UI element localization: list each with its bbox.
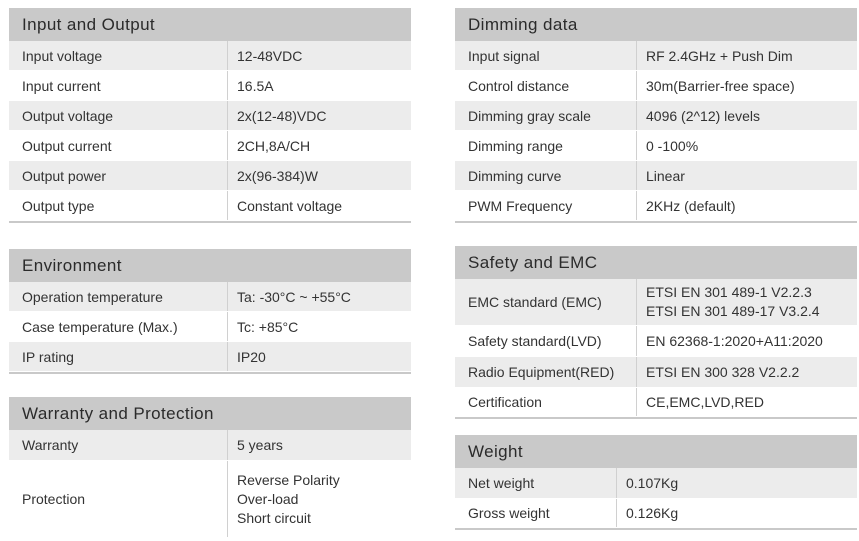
row-value: 2x(12-48)VDC <box>237 107 327 124</box>
row-value: Constant voltage <box>237 197 343 214</box>
protection-item: Reverse Polarity <box>237 471 340 488</box>
row-label: Input signal <box>455 41 637 70</box>
row-value <box>228 461 340 537</box>
row-label: Output type <box>9 191 228 220</box>
row-label: Control distance <box>455 71 637 100</box>
row-label: Case temperature (Max.) <box>9 312 228 341</box>
table-row <box>9 191 411 221</box>
table-row <box>9 282 411 312</box>
row-label: Safety standard(LVD) <box>455 326 637 356</box>
row-label: Warranty <box>9 430 228 460</box>
warranty-protection-section <box>9 397 411 537</box>
row-label: Net weight <box>455 468 617 498</box>
input-output-section <box>9 8 411 223</box>
weight-section <box>455 435 857 530</box>
row-label: PWM Frequency <box>455 191 637 220</box>
row-label: Input voltage <box>9 41 228 70</box>
table-row <box>9 41 411 71</box>
row-label: Output voltage <box>9 101 228 130</box>
row-label: Dimming gray scale <box>455 101 637 130</box>
row-value: Linear <box>646 167 685 184</box>
row-value: Tc: +85°C <box>237 318 299 335</box>
section-title: Safety and EMC <box>455 246 857 279</box>
row-value: 4096 (2^12) levels <box>646 107 760 124</box>
row-value: 2x(96-384)W <box>237 167 318 184</box>
table-row <box>455 357 857 388</box>
row-label: Protection <box>9 461 228 537</box>
emc-standard-line: ETSI EN 301 489-1 V2.2.3 <box>646 284 812 300</box>
row-label: Gross weight <box>455 499 617 527</box>
row-label: Input current <box>9 71 228 100</box>
row-value: 16.5A <box>237 77 274 94</box>
table-row <box>9 161 411 191</box>
protection-item: Short circuit <box>237 509 311 526</box>
section-bottom-rule <box>9 221 411 223</box>
table-row <box>455 388 857 417</box>
section-title: Environment <box>9 249 411 282</box>
section-bottom-rule <box>9 372 411 374</box>
table-row <box>455 71 857 101</box>
table-row <box>455 279 857 326</box>
row-value: 0.126Kg <box>626 505 679 521</box>
row-value: CE,EMC,LVD,RED <box>646 394 764 410</box>
table-row <box>455 131 857 161</box>
table-row <box>9 312 411 342</box>
row-value: RF 2.4GHz + Push Dim <box>646 47 793 64</box>
row-value: EN 62368-1:2020+A11:2020 <box>646 333 823 349</box>
section-title: Warranty and Protection <box>9 397 411 430</box>
row-label: Output current <box>9 131 228 160</box>
row-value: 0.107Kg <box>626 475 679 491</box>
row-value: 30m(Barrier-free space) <box>646 77 795 94</box>
row-value: Ta: -30°C ~ +55°C <box>237 288 351 305</box>
protection-item: Over-load <box>237 490 299 507</box>
row-value: 2KHz (default) <box>646 197 736 214</box>
emc-standard-line: ETSI EN 301 489-17 V3.2.4 <box>646 303 820 319</box>
table-row <box>455 468 857 499</box>
row-label: Dimming curve <box>455 161 637 190</box>
table-row <box>9 71 411 101</box>
row-value: 12-48VDC <box>237 47 303 64</box>
table-row <box>9 342 411 372</box>
safety-emc-section <box>455 246 857 419</box>
row-label: Operation temperature <box>9 282 228 311</box>
row-value: 5 years <box>237 437 283 453</box>
table-row <box>9 131 411 161</box>
section-bottom-rule <box>455 221 857 223</box>
row-value: IP20 <box>237 348 266 365</box>
row-value: ETSI EN 300 328 V2.2.2 <box>646 364 800 380</box>
environment-section <box>9 249 411 374</box>
row-label: Radio Equipment(RED) <box>455 357 637 387</box>
row-label: Dimming range <box>455 131 637 160</box>
table-row <box>455 161 857 191</box>
section-title: Dimming data <box>455 8 857 41</box>
table-row <box>455 41 857 71</box>
row-label: Certification <box>455 388 637 416</box>
section-title: Input and Output <box>9 8 411 41</box>
row-value: 0 -100% <box>646 137 699 154</box>
section-bottom-rule <box>455 528 857 530</box>
section-bottom-rule <box>455 417 857 419</box>
table-row <box>455 101 857 131</box>
row-label: IP rating <box>9 342 228 371</box>
table-row <box>455 191 857 221</box>
table-row <box>455 326 857 357</box>
table-row <box>9 101 411 131</box>
row-value: 2CH,8A/CH <box>237 137 311 154</box>
row-label: EMC standard (EMC) <box>455 279 637 325</box>
dimming-data-section <box>455 8 857 223</box>
table-row <box>9 430 411 461</box>
table-row <box>455 499 857 528</box>
section-title: Weight <box>455 435 857 468</box>
row-label: Output power <box>9 161 228 190</box>
row-value <box>637 279 820 325</box>
table-row <box>9 461 411 537</box>
